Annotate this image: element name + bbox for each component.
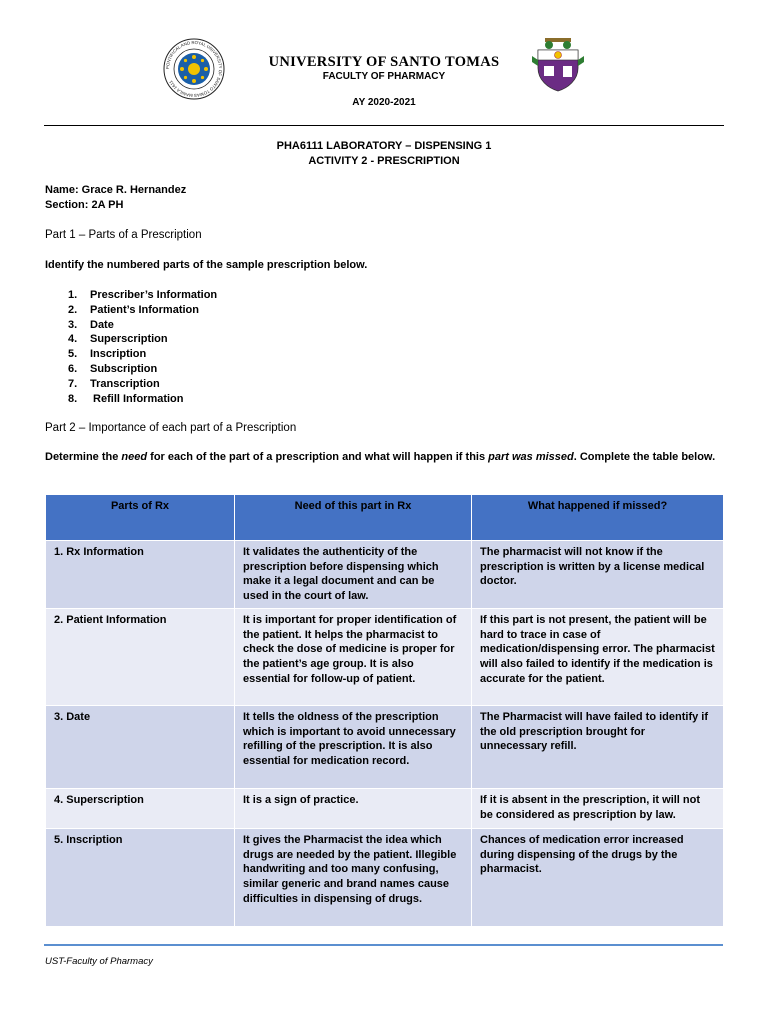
column-header: What happened if missed? [472,495,724,541]
list-item: 7. Transcription [68,377,160,390]
academic-year: AY 2020-2021 [352,97,416,108]
list-item: 3. Date [68,318,114,331]
part2-heading: Part 2 – Importance of each part of a Prescription [45,422,297,434]
header-rule [44,125,724,126]
table-row [46,609,724,706]
student-name: Name: Grace R. Hernandez [45,184,187,196]
list-item: 2. Patient’s Information [68,303,199,316]
part1-heading: Part 1 – Parts of a Prescription [45,229,202,241]
table-cell: It is a sign of practice. [235,789,472,829]
table-row [46,706,724,789]
table-cell: 2. Patient Information [46,609,235,706]
student-section: Section: 2A PH [45,199,124,211]
list-item: 4. Superscription [68,333,168,346]
table-cell: 3. Date [46,706,235,789]
footer-text: UST-Faculty of Pharmacy [45,956,153,967]
table-cell: It validates the authenticity of the prescription before dispensing which make it a legal document and can be used in the court of law. [235,541,472,609]
table-cell: It is important for proper identification of the patient. It helps the pharmacist to check the dose of medicine is proper for the patient’s age group. It is also essential for follow-up of patient. [235,609,472,706]
column-header: Need of this part in Rx [235,495,472,541]
table-cell: If this part is not present, the patient will be hard to trace in case of medication/dispensing error. The pharmacist will also failed to identify if the medication is accurate for the patient. [472,609,724,706]
prescription-importance-table [45,494,724,927]
svg-text:PONTIFICAL AND ROYAL UNIVERSIT: PONTIFICAL AND ROYAL UNIVERSITY OF SANTO TOMAS MANILA 1611 [164,39,224,99]
course-title: PHA6111 LABORATORY – DISPENSING 1 [276,140,492,152]
part1-instruction: Identify the numbered parts of the sample prescription below. [45,259,368,271]
list-item: 5. Inscription [68,348,147,361]
table-cell: 4. Superscription [46,789,235,829]
table-row [46,541,724,609]
table-row [46,789,724,829]
table-cell: 5. Inscription [46,829,235,927]
part2-instruction: Determine the need for each of the part of a prescription and what will happen if this part was missed. Complete the table below. [45,451,716,463]
table-cell: Chances of medication error increased during dispensing of the drugs by the pharmacist. [472,829,724,927]
table-cell: It tells the oldness of the prescription which is important to avoid unnecessary refilling of the prescription. It is also essential for medication record. [235,706,472,789]
activity-title: ACTIVITY 2 - PRESCRIPTION [308,155,460,167]
university-name: UNIVERSITY OF SANTO TOMAS [268,54,500,70]
prescription-parts-list [68,288,217,406]
table-cell: 1. Rx Information [46,541,235,609]
table-cell: It gives the Pharmacist the idea which drugs are needed by the patient. Illegible handwriting and too many confusing, similar generic and brand names cause difficulties in dispensing of drugs. [235,829,472,927]
table-header-row [46,495,724,541]
table-cell: The Pharmacist will have failed to identify if the old prescription brought for unnecessary refill. [472,706,724,789]
faculty-name: FACULTY OF PHARMACY [322,71,446,82]
table-row [46,829,724,927]
list-item: 6. Subscription [68,362,158,375]
column-header: Parts of Rx [46,495,235,541]
footer-rule [44,944,723,946]
list-item: 1. Prescriber’s Information [68,289,218,301]
table-cell: The pharmacist will not know if the prescription is written by a license medical doctor. [472,541,724,609]
table-cell: If it is absent in the prescription, it will not be considered as prescription by law. [472,789,724,829]
list-item: 8. Refill Information [68,392,184,405]
